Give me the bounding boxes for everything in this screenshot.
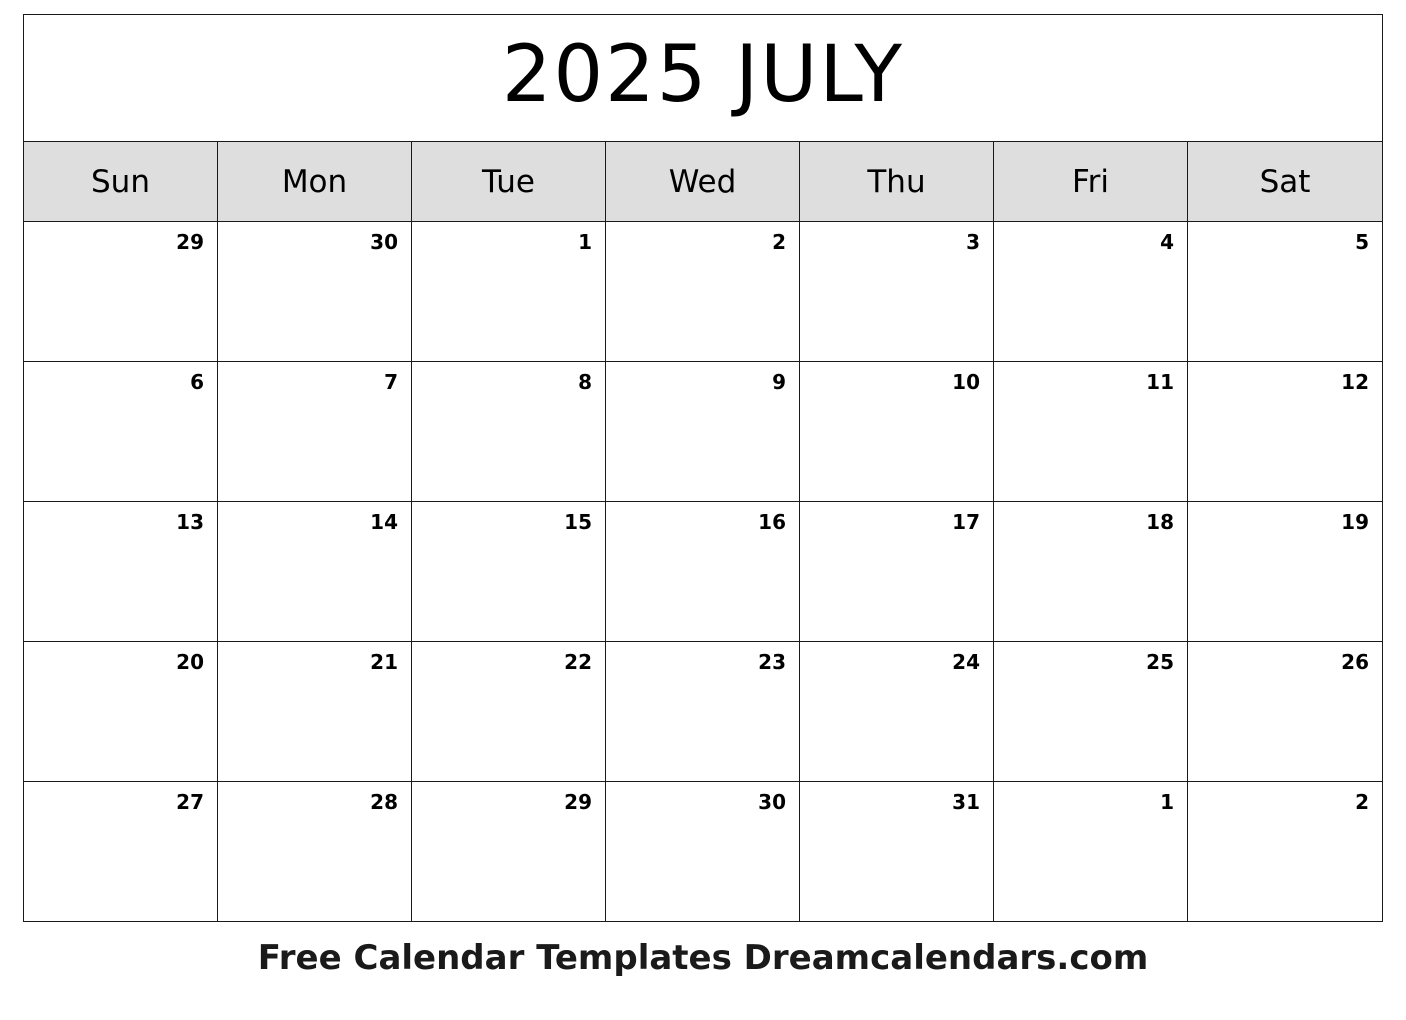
- weekday-header-mon: Mon: [218, 142, 412, 221]
- calendar-day-cell[interactable]: [606, 222, 800, 361]
- page-title: 2025 JULY: [501, 30, 905, 120]
- weekday-header-row: [24, 142, 1382, 222]
- calendar-day-cell[interactable]: [1188, 502, 1382, 641]
- day-number: 24: [952, 650, 980, 674]
- day-number: 22: [564, 650, 592, 674]
- day-number: 3: [966, 230, 980, 254]
- calendar-day-cell[interactable]: [800, 502, 994, 641]
- day-number: 2: [1355, 790, 1369, 814]
- day-number: 28: [370, 790, 398, 814]
- calendar-title-row: [24, 15, 1382, 142]
- weekday-header-sat: Sat: [1188, 142, 1382, 221]
- day-number: 6: [190, 370, 204, 394]
- day-number: 12: [1341, 370, 1369, 394]
- calendar-day-cell[interactable]: [800, 362, 994, 501]
- calendar-day-cell[interactable]: [994, 362, 1188, 501]
- day-number: 13: [176, 510, 204, 534]
- weekday-header-wed: Wed: [606, 142, 800, 221]
- day-number: 29: [176, 230, 204, 254]
- day-number: 31: [952, 790, 980, 814]
- day-number: 1: [578, 230, 592, 254]
- weekday-header-thu: Thu: [800, 142, 994, 221]
- day-number: 9: [772, 370, 786, 394]
- calendar-day-cell[interactable]: [24, 502, 218, 641]
- day-number: 15: [564, 510, 592, 534]
- day-number: 20: [176, 650, 204, 674]
- day-number: 26: [1341, 650, 1369, 674]
- calendar-day-cell[interactable]: [218, 222, 412, 361]
- calendar-day-cell[interactable]: [24, 782, 218, 921]
- weekday-header-fri: Fri: [994, 142, 1188, 221]
- day-number: 1: [1160, 790, 1174, 814]
- calendar-day-cell[interactable]: [218, 362, 412, 501]
- calendar-day-cell[interactable]: [24, 222, 218, 361]
- calendar-day-cell[interactable]: [218, 502, 412, 641]
- calendar-day-cell[interactable]: [994, 222, 1188, 361]
- calendar-day-cell[interactable]: [1188, 642, 1382, 781]
- calendar-grid: [23, 14, 1383, 922]
- calendar-week-row: [24, 782, 1382, 921]
- calendar-day-cell[interactable]: [606, 362, 800, 501]
- day-number: 18: [1146, 510, 1174, 534]
- calendar-week-row: [24, 222, 1382, 362]
- calendar-week-row: [24, 502, 1382, 642]
- day-number: 10: [952, 370, 980, 394]
- day-number: 8: [578, 370, 592, 394]
- calendar-day-cell[interactable]: [1188, 222, 1382, 361]
- calendar-day-cell[interactable]: [412, 502, 606, 641]
- day-number: 17: [952, 510, 980, 534]
- calendar-day-cell[interactable]: [1188, 362, 1382, 501]
- calendar-day-cell[interactable]: [800, 642, 994, 781]
- day-number: 23: [758, 650, 786, 674]
- calendar-week-row: [24, 642, 1382, 782]
- day-number: 4: [1160, 230, 1174, 254]
- day-number: 7: [384, 370, 398, 394]
- day-number: 21: [370, 650, 398, 674]
- day-number: 30: [758, 790, 786, 814]
- calendar-day-cell[interactable]: [994, 782, 1188, 921]
- calendar-day-cell[interactable]: [800, 222, 994, 361]
- calendar-day-cell[interactable]: [24, 642, 218, 781]
- day-number: 11: [1146, 370, 1174, 394]
- weekday-header-sun: Sun: [24, 142, 218, 221]
- calendar-day-cell[interactable]: [218, 782, 412, 921]
- day-number: 16: [758, 510, 786, 534]
- day-number: 2: [772, 230, 786, 254]
- calendar-day-cell[interactable]: [412, 222, 606, 361]
- day-number: 27: [176, 790, 204, 814]
- calendar-day-cell[interactable]: [994, 502, 1188, 641]
- calendar-day-cell[interactable]: [412, 642, 606, 781]
- calendar-day-cell[interactable]: [1188, 782, 1382, 921]
- calendar-day-cell[interactable]: [24, 362, 218, 501]
- calendar-day-cell[interactable]: [606, 642, 800, 781]
- calendar-day-cell[interactable]: [412, 362, 606, 501]
- calendar-day-cell[interactable]: [606, 502, 800, 641]
- day-number: 30: [370, 230, 398, 254]
- calendar-day-cell[interactable]: [412, 782, 606, 921]
- day-number: 14: [370, 510, 398, 534]
- calendar-day-cell[interactable]: [994, 642, 1188, 781]
- calendar-day-cell[interactable]: [606, 782, 800, 921]
- weekday-header-tue: Tue: [412, 142, 606, 221]
- calendar-week-row: [24, 362, 1382, 502]
- footer-credit: Free Calendar Templates Dreamcalendars.com: [257, 938, 1149, 978]
- day-number: 19: [1341, 510, 1369, 534]
- day-number: 25: [1146, 650, 1174, 674]
- day-number: 5: [1355, 230, 1369, 254]
- calendar-day-cell[interactable]: [218, 642, 412, 781]
- day-number: 29: [564, 790, 592, 814]
- calendar-day-cell[interactable]: [800, 782, 994, 921]
